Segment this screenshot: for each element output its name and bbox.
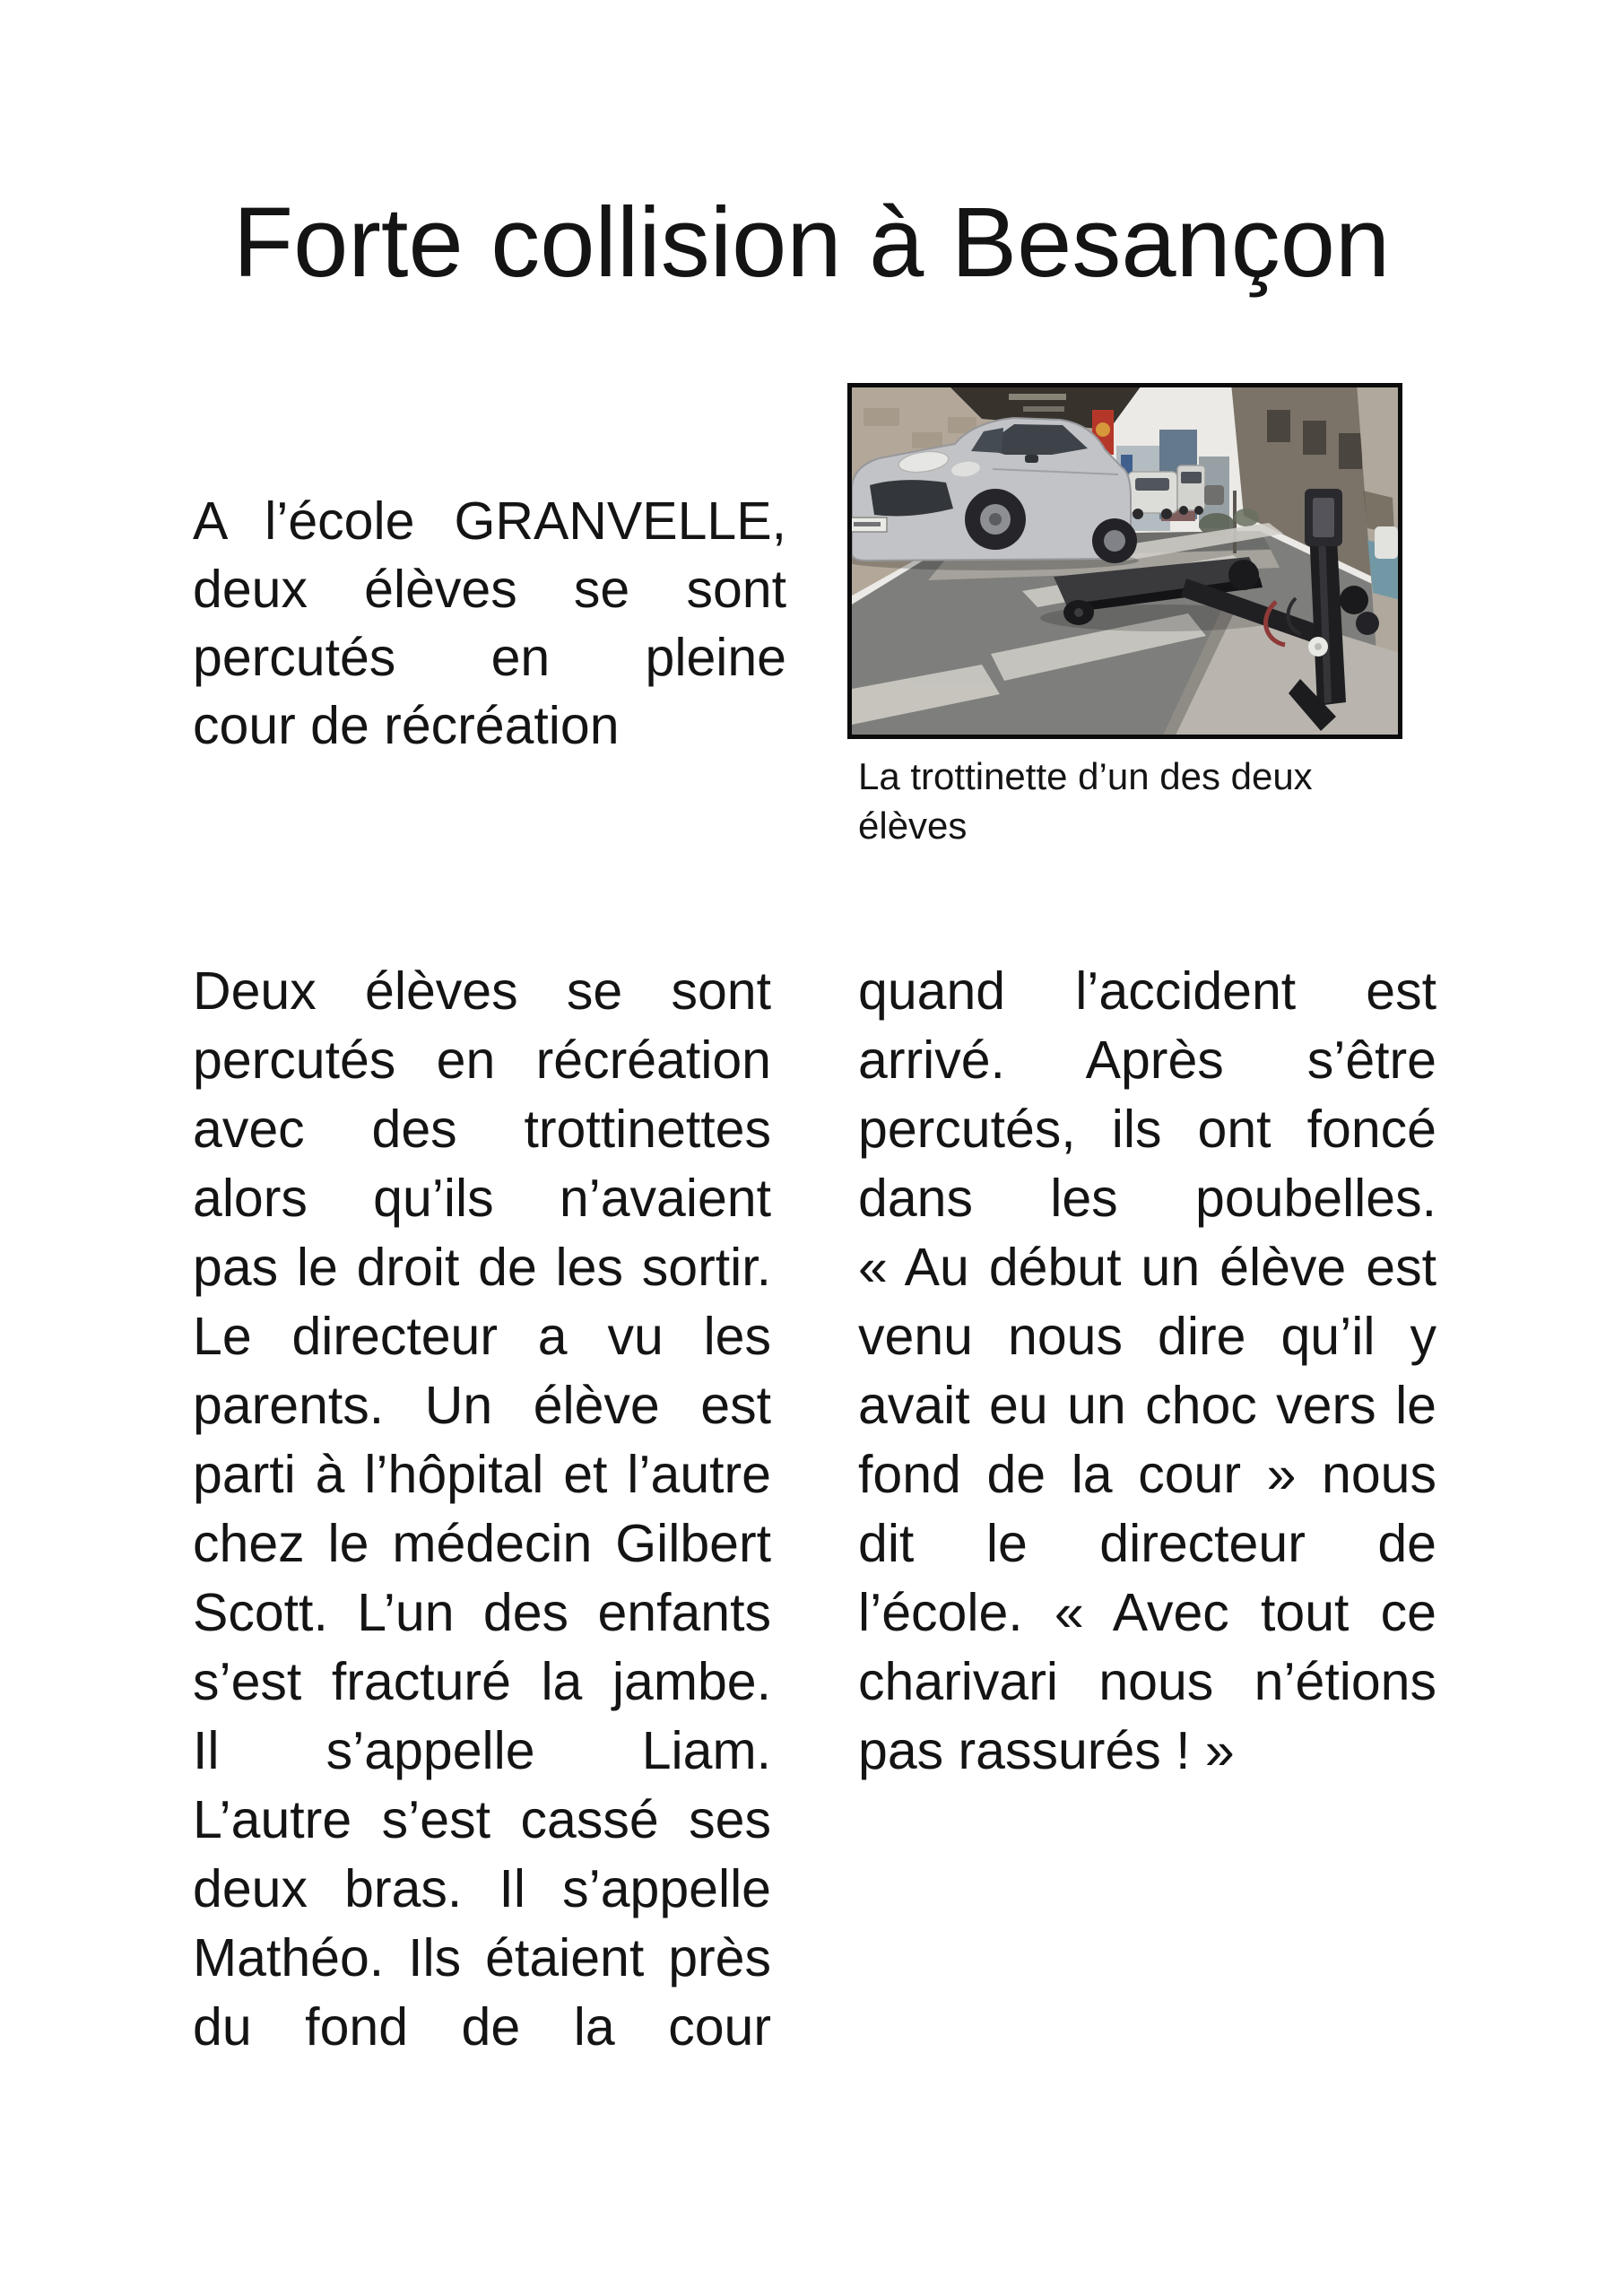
bell-center (1315, 643, 1322, 650)
text-line: Deux élèves se sont (193, 961, 771, 1021)
body-column-right (858, 957, 1436, 1786)
handlebar-grip (1356, 612, 1379, 635)
text-line: A l’école GRANVELLE, (193, 491, 786, 551)
text-line: alors qu’ils n’avaient (193, 1169, 771, 1228)
banner-text-2 (1023, 406, 1064, 412)
text-line: quand l’accident est (858, 961, 1436, 1021)
text-line: Mathéo. Ils étaient près (193, 1928, 771, 1987)
text-line: avec des trottinettes (193, 1100, 771, 1159)
text-line: deux bras. Il s’appelle (193, 1859, 771, 1918)
text-line: L’autre s’est cassé ses (193, 1790, 771, 1849)
text-line: parents. Un élève est (193, 1376, 771, 1435)
small-white-car-right (1375, 526, 1398, 559)
text-line: dit le directeur de (858, 1514, 1436, 1573)
window (1303, 421, 1326, 455)
scooter-rear-wheel (1228, 560, 1259, 590)
front-wheel-hub (1074, 608, 1083, 617)
grille (870, 480, 953, 516)
text-line: s’est fracturé la jambe. (193, 1652, 771, 1711)
text-line: pas le droit de les sortir. (193, 1238, 771, 1297)
white-car (1128, 472, 1177, 519)
tree-2 (1234, 509, 1259, 526)
photo-caption (858, 752, 1414, 850)
plate-chars (854, 522, 881, 526)
text-line: chez le médecin Gilbert (193, 1514, 771, 1573)
handlebar-clamp (1340, 586, 1368, 614)
text-line: « Au début un élève est (858, 1238, 1436, 1297)
article-title: Forte collision à Besançon (232, 187, 1391, 298)
text-line: percutés, ils ont foncé (858, 1100, 1436, 1159)
text-line: cour de récréation (193, 696, 620, 755)
text-line: parti à l’hôpital et l’autre (193, 1445, 771, 1504)
phone-screen (1313, 498, 1334, 537)
text-line: arrivé. Après s’être (858, 1031, 1436, 1090)
text-line: percutés en pleine (193, 628, 786, 687)
text-line: venu nous dire qu’il y (858, 1307, 1436, 1366)
rear-rim (1104, 530, 1125, 552)
window (1339, 433, 1362, 469)
text-line: dans les poubelles. (858, 1169, 1436, 1228)
front-hub (989, 513, 1002, 526)
text-line: pas rassurés ! » (858, 1721, 1235, 1780)
mirror (1025, 455, 1038, 463)
article-photo (847, 383, 1402, 739)
text-line: l’école. « Avec tout ce (858, 1583, 1436, 1642)
text-line: fond de la cour » nous (858, 1445, 1436, 1504)
text-line: Le directeur a vu les (193, 1307, 771, 1366)
text-line: deux élèves se sont (193, 560, 786, 619)
red-sign-logo (1096, 422, 1110, 437)
text-line: avait eu un choc vers le (858, 1376, 1436, 1435)
banner-text (1009, 394, 1066, 400)
text-line: Scott. L’un des enfants (193, 1583, 771, 1642)
text-line: élèves (858, 804, 968, 847)
text-line: du fond de la cour (193, 1997, 771, 2057)
dark-car (1204, 485, 1224, 505)
text-line: Il s’appelle Liam. (193, 1721, 771, 1780)
scooter-street-photo-illustration (847, 383, 1402, 739)
body-column-left (193, 957, 771, 2062)
window (1267, 410, 1290, 442)
text-line: La trottinette d’un des deux (858, 755, 1313, 797)
intro-paragraph (193, 487, 786, 760)
text-line: charivari nous n’étions (858, 1652, 1436, 1711)
white-van (1177, 465, 1205, 515)
text-line: percutés en récréation (193, 1031, 771, 1090)
